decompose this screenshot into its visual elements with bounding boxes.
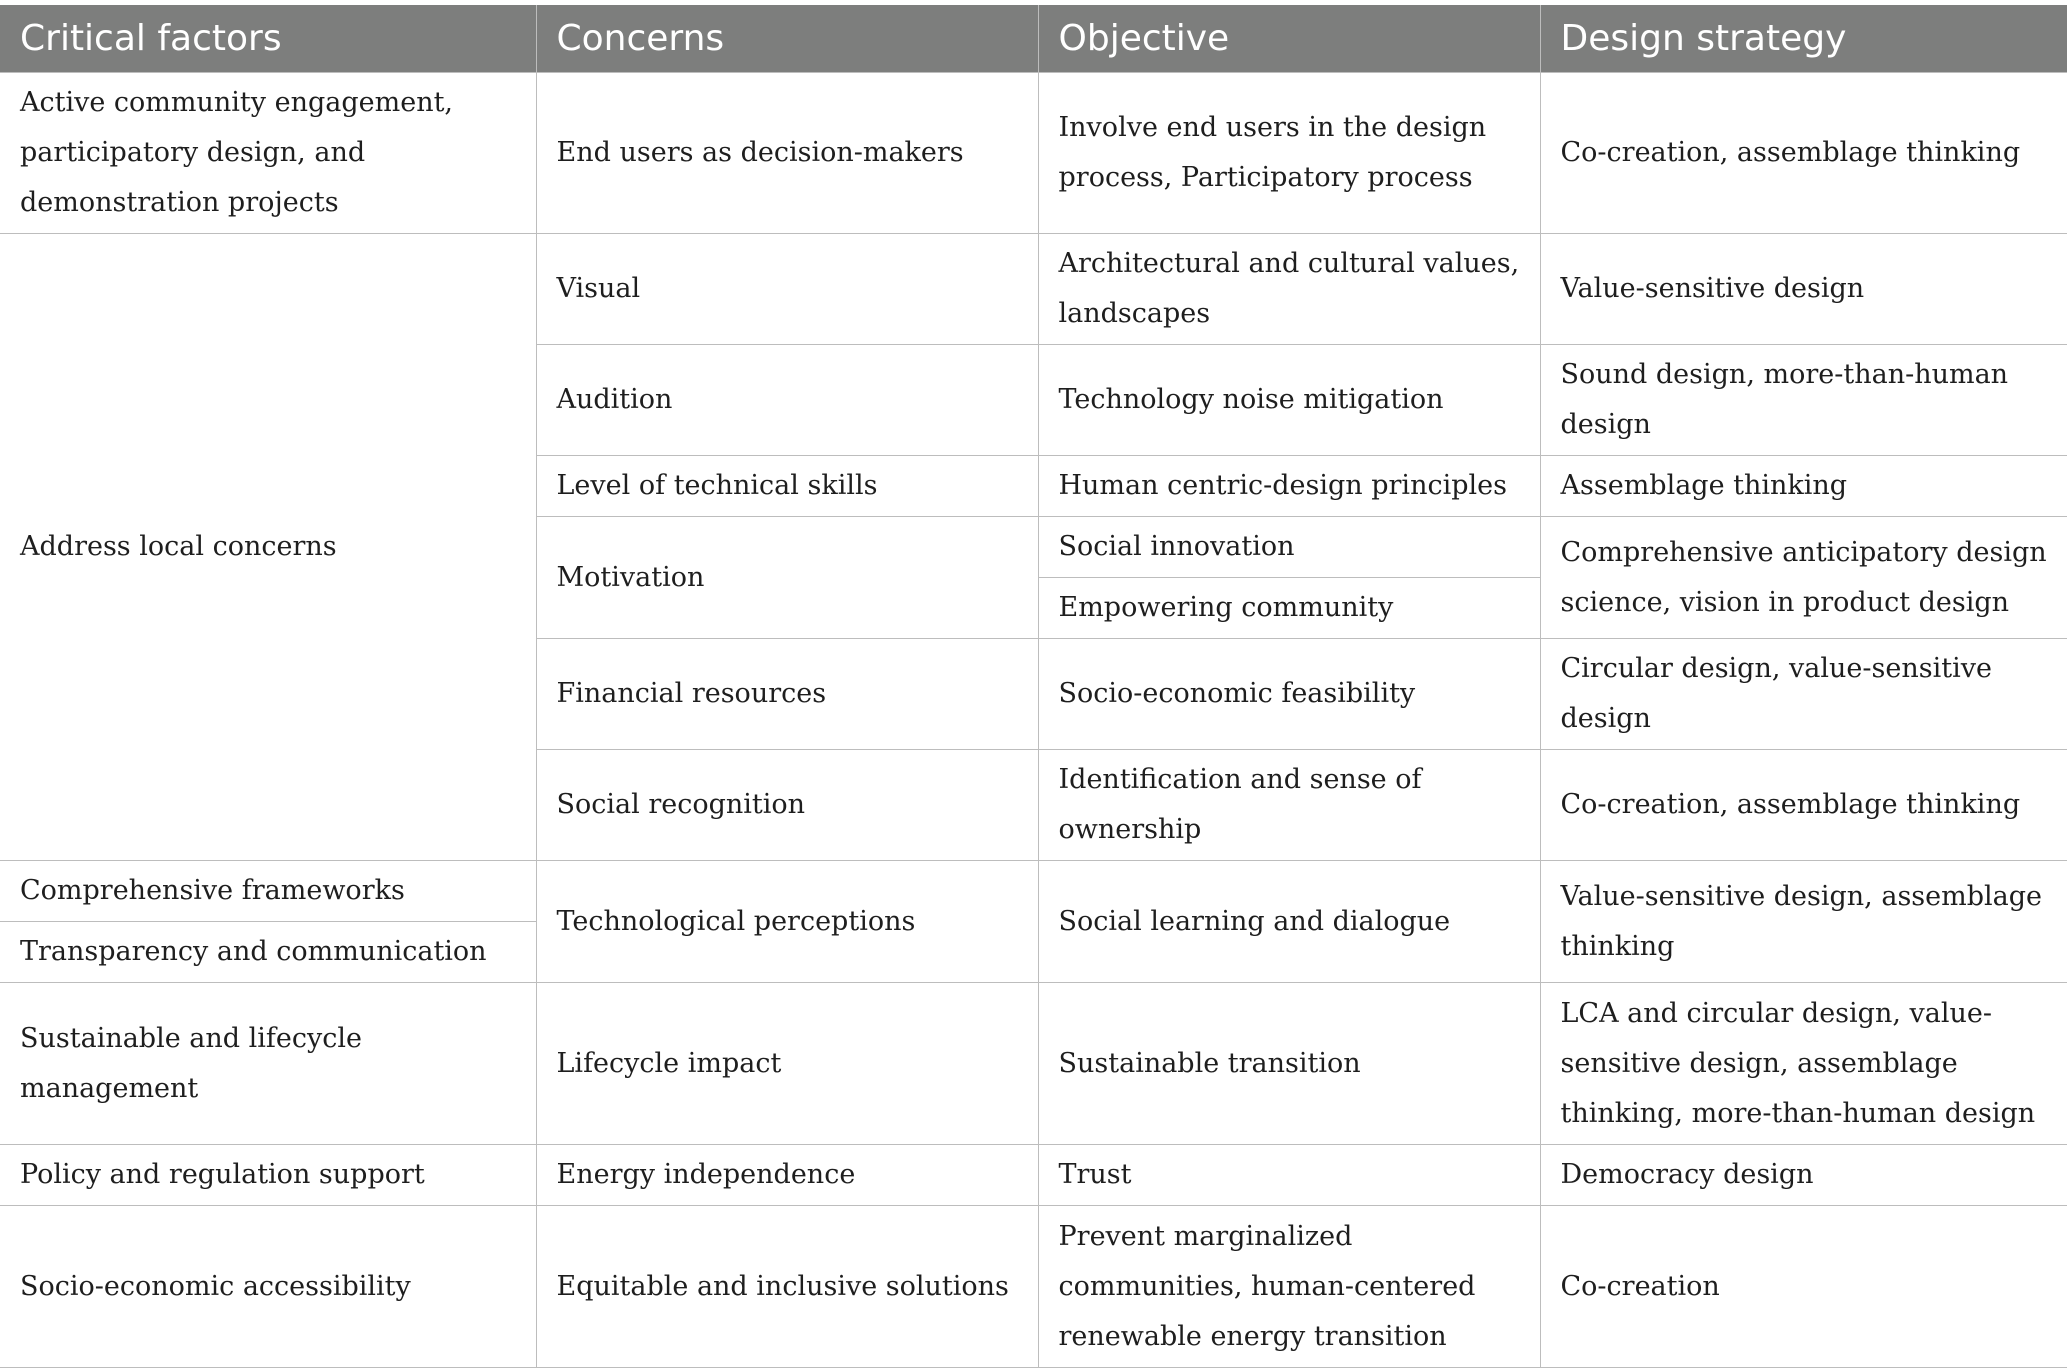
strategy-cell: Circular design, value-sensitive design: [1540, 639, 2067, 750]
concern-cell: Motivation: [536, 517, 1038, 639]
objective-cell: Social innovation: [1038, 517, 1540, 578]
concern-cell: End users as decision-makers: [536, 73, 1038, 234]
critical-factor-cell: Transparency and communication: [0, 922, 536, 983]
table-row: [0, 1145, 2067, 1206]
critical-factor-cell: Policy and regulation support: [0, 1145, 536, 1206]
strategy-cell: Sound design, more-than-human design: [1540, 345, 2067, 456]
concern-cell: Social recognition: [536, 750, 1038, 861]
table-row: [0, 73, 2067, 234]
header-concerns: Concerns: [536, 5, 1038, 73]
strategy-cell: Value-sensitive design, assemblage thinking: [1540, 861, 2067, 983]
strategy-cell: Democracy design: [1540, 1145, 2067, 1206]
concern-cell: Level of technical skills: [536, 456, 1038, 517]
concern-cell: Technological perceptions: [536, 861, 1038, 983]
concern-cell: Financial resources: [536, 639, 1038, 750]
design-strategy-table: [0, 5, 2067, 1368]
critical-factor-cell: Address local concerns: [0, 234, 536, 861]
table-row: [0, 983, 2067, 1145]
critical-factor-cell: Sustainable and lifecycle management: [0, 983, 536, 1145]
objective-cell: Identification and sense of ownership: [1038, 750, 1540, 861]
table-row: [0, 861, 2067, 922]
table-header: [0, 5, 2067, 73]
concern-cell: Visual: [536, 234, 1038, 345]
objective-cell: Trust: [1038, 1145, 1540, 1206]
strategy-cell: Comprehensive anticipatory design science, vision in product design: [1540, 517, 2067, 639]
objective-cell: Human centric-design principles: [1038, 456, 1540, 517]
objective-cell: Architectural and cultural values, landscapes: [1038, 234, 1540, 345]
header-row: [0, 5, 2067, 73]
strategy-cell: LCA and circular design, value-sensitive design, assemblage thinking, more-than-human design: [1540, 983, 2067, 1145]
header-objective: Objective: [1038, 5, 1540, 73]
strategy-cell: Value-sensitive design: [1540, 234, 2067, 345]
strategy-cell: Assemblage thinking: [1540, 456, 2067, 517]
critical-factor-cell: Comprehensive frameworks: [0, 861, 536, 922]
table-row: [0, 1206, 2067, 1368]
strategy-cell: Co-creation, assemblage thinking: [1540, 750, 2067, 861]
objective-cell: Socio-economic feasibility: [1038, 639, 1540, 750]
objective-cell: Involve end users in the design process, Participatory process: [1038, 73, 1540, 234]
table-row: [0, 234, 2067, 345]
objective-cell: Sustainable transition: [1038, 983, 1540, 1145]
strategy-cell: Co-creation: [1540, 1206, 2067, 1368]
objective-cell: Social learning and dialogue: [1038, 861, 1540, 983]
strategy-cell: Co-creation, assemblage thinking: [1540, 73, 2067, 234]
objective-cell: Empowering community: [1038, 578, 1540, 639]
concern-cell: Audition: [536, 345, 1038, 456]
header-critical-factors: Critical factors: [0, 5, 536, 73]
objective-cell: Technology noise mitigation: [1038, 345, 1540, 456]
header-design-strategy: Design strategy: [1540, 5, 2067, 73]
critical-factor-cell: Active community engagement, participatory design, and demonstration projects: [0, 73, 536, 234]
table-body: [0, 73, 2067, 1368]
concern-cell: Equitable and inclusive solutions: [536, 1206, 1038, 1368]
concern-cell: Lifecycle impact: [536, 983, 1038, 1145]
concern-cell: Energy independence: [536, 1145, 1038, 1206]
critical-factor-cell: Socio-economic accessibility: [0, 1206, 536, 1368]
objective-cell: Prevent marginalized communities, human-centered renewable energy transition: [1038, 1206, 1540, 1368]
